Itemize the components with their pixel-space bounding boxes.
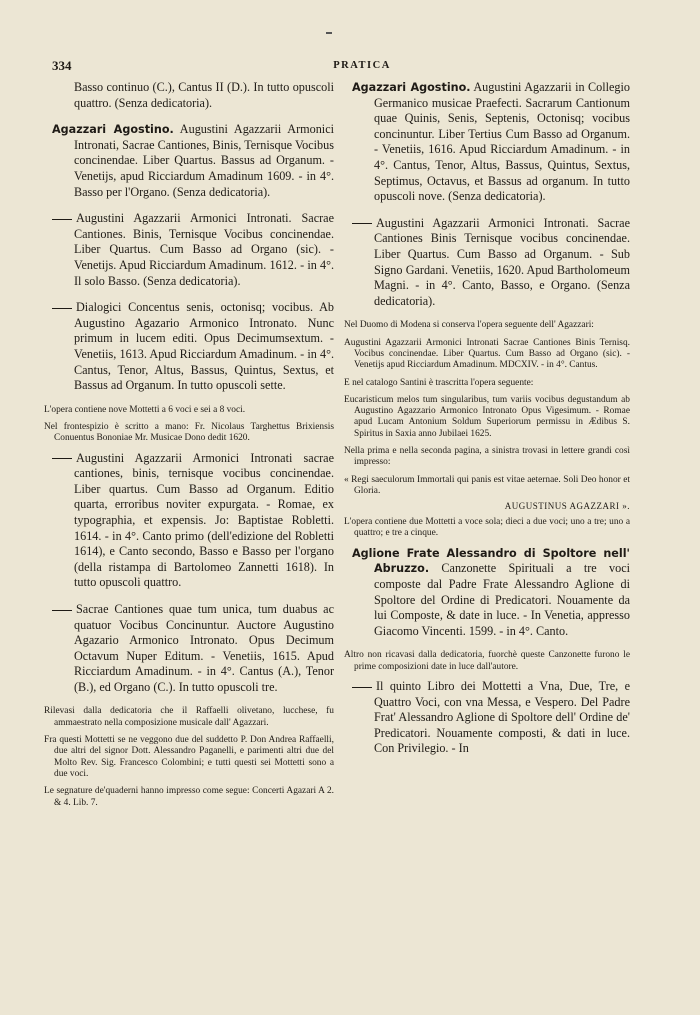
ditto-dash (52, 610, 72, 611)
entry-note: Fra questi Mottetti se ne veggono due del suddetto P. Don Andrea Raffaelli, due altri del signor Dott. Alessandro Paganelli, e parimenti altri due del Molto Rev. Sig. Francesco Colombini; e tutti questi sei Mottetti sono a due voci. (44, 735, 334, 779)
page-number: 334 (52, 58, 72, 73)
catalog-entry (344, 80, 630, 205)
entry-note: Nel frontespizio è scritto a mano: Fr. Nicolaus Targhettus Brixiensis Conuentus Bononiae Mr. Musicae Dono dedit 1620. (44, 421, 334, 444)
catalog-entry (44, 451, 334, 591)
entry-text: Augustini Agazzarii Armonici Intronati. Sacrae Cantiones Binis Ternisque vocibus concinendae. Liber Quartus. Cum Basso ad Organum. - Sub Signo Gardani. Venetiis, 1620. Apud Bartholomeum Magni. - in 4°. Canto, Basso, e Organo. (Senza dedicatoria). (374, 215, 630, 308)
ditto-dash (52, 458, 72, 459)
catalog-entry (44, 211, 334, 289)
entry-note: L'opera contiene due Mottetti a voce sola; dieci a due voci; uno a tre; uno a quattro; e tre a cinque. (344, 517, 630, 539)
catalog-entry (44, 300, 334, 394)
entry-text: Basso continuo (C.), Cantus II (D.). In tutto opuscoli quattro. (Senza dedicatoria). (74, 80, 334, 110)
top-mark (326, 32, 332, 34)
entry-note: Nella prima e nella seconda pagina, a sinistra trovasi in lettere grandi così impresso: (344, 445, 630, 468)
catalog-entry (344, 216, 630, 310)
entry-note: Eucaristicum melos tum singularibus, tum variis vocibus degustandum ab Augustino Agazzario Armonico Intronato Opus Vigesimum. - Romae apud Lucam Antonium Soldum Superiorum permissu in Ædibus S. Spiritus in Saxia anno Jubilaei 1625. (344, 394, 630, 439)
entry-text: Il quinto Libro dei Mottetti a Vna, Due, Tre, e Quattro Voci, con vna Messa, e Vespero. Del Padre Frat' Alessandro Aglione di Spoltore dell' Ordine de' Predicatori. Nouamente composti, & dati in luce. Con Privilegio. - In (374, 678, 630, 756)
entry-text: Augustini Agazzarii Armonici Intronati, Sacrae Cantiones, Binis, Ternisque Vocibus concinendae. Liber Quartus. Bassus ad Organum. - Venetijs, apud Ricciardum Amadinum 1609. - in 4°. Basso per l'Organo. (Senza dedicatoria). (74, 122, 334, 199)
entry-text: Augustini Agazzarii Armonici Intronati. Sacrae Cantiones. Binis, Ternisque Vocibus concinendae. Liber Quartus. Cum Basso ad Organo (sic). - Venetijs. Apud Ricciardum Amadinum. 1612. - in 4°. Il solo Basso. (Senza dedicatoria). (74, 211, 334, 288)
entry-heading: Agazzari Agostino. (52, 123, 174, 137)
entry-text: Dialogici Concentus senis, octonisq; vocibus. Ab Augustino Agazario Armonico Intronato. Nunc primum in lucem editi. Opus Decimumsextum. - Venetiis, 1613. Apud Ricciardum Amadinum. - in 4°. Cantus, Tenor, Altus, Bassus, Quintus, Sextus, et Bassus ad Organum. In tutto opuscoli sette. (74, 300, 334, 393)
left-column (44, 80, 334, 995)
entry-text: Augustini Agazzarii Armonici Intronati sacrae cantiones, binis, ternisque vocibus concinendae. Liber quartus. Cum Basso ad Organum. Editio quarta, erroribus noviter expurgata. - Romae, ex typographia, et expensis. Jo: Baptistae Robletti. 1614. - in 4°. Canto primo (dell'edizione del Robletti 1614), e Canto secondo, Basso e Basso per l'organo (della ristampa di Bartolomeo Zannetti 1618). In tutto opuscoli quattro. (74, 450, 334, 590)
entry-note: Altro non ricavasi dalla dedicatoria, fuorchè queste Canzonette furono le prime composizioni date in luce dall'autore. (344, 650, 630, 672)
ditto-dash (52, 219, 72, 220)
running-title: PRATICA (333, 60, 391, 71)
ditto-dash (352, 223, 372, 224)
catalog-entry (44, 122, 334, 200)
entry-note: Augustini Agazzarii Armonici Intronati Sacrae Cantiones Binis Ternisq. Vocibus concinendae. Liber Quartus. Cum Basso ad Organo (sic). - Venetijs apud Ricciardum Amadinum. MDCXIV. - in 4°. Cantus. (344, 337, 630, 371)
catalog-entry (44, 602, 334, 696)
ditto-dash (352, 687, 372, 688)
quoted-inscription: « Regi saeculorum Immortali qui panis est vitae aeternae. Soli Deo honor et Gloria. (344, 474, 630, 496)
entry-note: Le segnature de'quaderni hanno impresso come segue: Concerti Agazari A 2. & 4. Lib. 7. (44, 786, 334, 808)
entry-text: Sacrae Cantiones quae tum unica, tum duabus ac quatuor Vocibus Concinuntur. Auctore Augustino Agazario Armonico Intronato. Opus Decimum Octavum Nuper Editum. - Venetiis, 1615. Apud Ricciardum Amadinum. - in 4°. Cantus (A.), Tenor (B.), ed Organo (C.). In tutto opuscoli tre. (74, 601, 334, 694)
inscription-signature: AUGUSTINUS AGAZZARI ». (504, 501, 630, 512)
ditto-dash (52, 308, 72, 309)
entry-note: E nel catalogo Santini è trascritta l'opera seguente: (344, 377, 534, 388)
catalog-entry (344, 679, 630, 757)
catalog-entry (44, 80, 334, 111)
catalog-entry (344, 546, 630, 640)
right-column (344, 80, 630, 995)
entry-heading: Aglione Frate Alessandro di Spoltore nell' Abruzzo. (352, 546, 630, 576)
page-header (52, 58, 672, 74)
entry-heading: Agazzari Agostino. (352, 81, 471, 94)
entry-note: Nel Duomo di Modena si conserva l'opera seguente dell' Agazzari: (344, 320, 594, 331)
entry-note: L'opera contiene nove Mottetti a 6 voci e sei a 8 voci. (44, 404, 246, 415)
entry-note: Rilevasi dalla dedicatoria che il Raffaelli olivetano, lucchese, fu ammaestrato nella composizione musicale dall' Agazzari. (44, 706, 334, 728)
entry-text: Canzonette Spirituali a tre voci composte dal Padre Frate Alessandro Aglione di Spoltore del Ordine di Predicatori. Nouamente da lui Composte, & date in luce. - In Venetia, appresso Giacomo Vincenti. 1599. - in 4°. Canto. (374, 561, 630, 638)
entry-text: Augustini Agazzarii in Collegio Germanico musicae Praefecti. Sacrarum Cantionum quae Quinis, Senis, Septenis, Octonisq; vocibus concinuntur. Liber Tertius Cum Basso ad Organum. - Venetiis, 1616. Apud Ricciardum Amadinum. - in 4°. Cantus, Tenor, Altus, Bassus, Quintus, Sextus, Septimus, Octavus, et Bassus ad organum. In tutto opuscoli nove. (Senza dedicatoria). (374, 80, 630, 204)
